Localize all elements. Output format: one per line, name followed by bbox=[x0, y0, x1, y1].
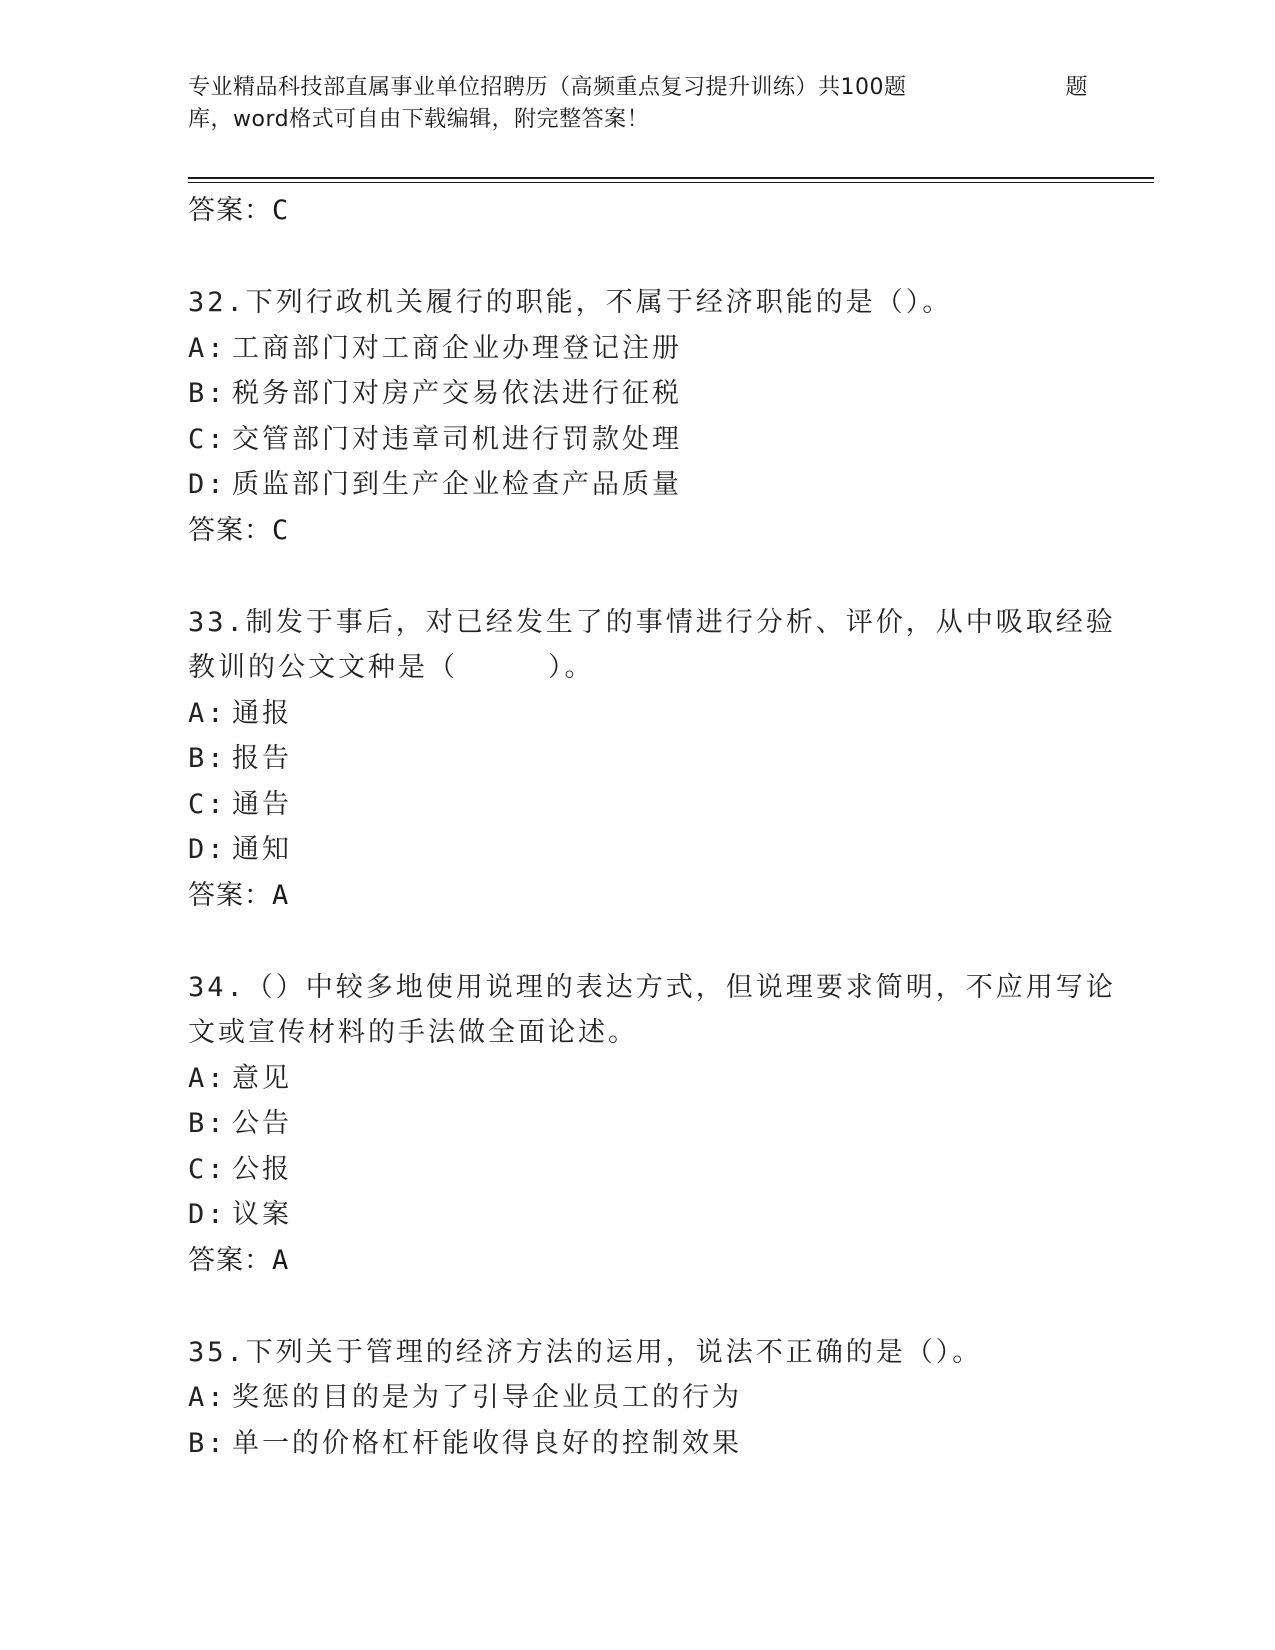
answer-line bbox=[188, 1238, 1088, 1284]
option-text: 通告 bbox=[232, 788, 292, 820]
option-c bbox=[188, 1147, 1088, 1193]
option-label: A: bbox=[188, 332, 227, 364]
header-divider-thin bbox=[188, 182, 1154, 183]
option-text: 报告 bbox=[232, 743, 292, 774]
option-text: 交管部门对违章司机进行罚款处理 bbox=[232, 423, 682, 455]
answer-value: C bbox=[272, 195, 290, 226]
option-label: C: bbox=[188, 1153, 227, 1185]
answer-value: A bbox=[272, 879, 290, 911]
option-text: 议案 bbox=[232, 1199, 292, 1230]
option-b bbox=[188, 736, 1088, 782]
answer-label: 答案： bbox=[188, 514, 272, 546]
option-text: 工商部门对工商企业办理登记注册 bbox=[232, 332, 682, 364]
question-text-cont: 文或宣传材料的手法做全面论述。 bbox=[188, 1017, 638, 1048]
option-text: 单一的价格杠杆能收得良好的控制效果 bbox=[232, 1427, 742, 1459]
option-label: C: bbox=[188, 423, 227, 455]
option-d bbox=[188, 827, 1088, 873]
option-label: B: bbox=[188, 1427, 227, 1459]
answer-label: 答案： bbox=[188, 879, 272, 911]
question-block bbox=[188, 965, 1116, 1284]
question-block bbox=[188, 600, 1116, 919]
option-text: 意见 bbox=[232, 1062, 292, 1094]
option-text: 税务部门对房产交易依法进行征税 bbox=[232, 378, 682, 409]
option-text: 公告 bbox=[232, 1108, 292, 1139]
option-b bbox=[188, 371, 1088, 417]
answer-label: 答案： bbox=[188, 195, 272, 226]
option-text: 奖惩的目的是为了引导企业员工的行为 bbox=[232, 1382, 742, 1413]
option-d bbox=[188, 462, 1088, 508]
answer-line bbox=[188, 508, 1088, 554]
option-label: D: bbox=[188, 834, 227, 865]
header-title: 专业精品科技部直属事业单位招聘历（高频重点复习提升训练）共100题 bbox=[188, 75, 907, 100]
option-text: 质监部门到生产企业检查产品质量 bbox=[232, 469, 682, 500]
option-text: 公报 bbox=[232, 1153, 292, 1185]
option-b bbox=[188, 1101, 1088, 1147]
answer-line bbox=[188, 188, 1088, 234]
option-text: 通报 bbox=[232, 697, 292, 729]
option-a bbox=[188, 691, 1088, 737]
answer-line bbox=[188, 873, 1088, 919]
answer-value: A bbox=[272, 1244, 290, 1276]
question-block bbox=[188, 280, 1088, 554]
question-block bbox=[188, 1330, 1088, 1467]
question-text: 32.下列行政机关履行的职能，不属于经济职能的是（）。 bbox=[188, 287, 953, 318]
option-label: A: bbox=[188, 1062, 227, 1094]
question-text: 35.下列关于管理的经济方法的运用，说法不正确的是（）。 bbox=[188, 1336, 983, 1368]
header-title-tail: 题 bbox=[1065, 75, 1088, 100]
question-text: 34.（）中较多地使用说理的表达方式，但说理要求简明，不应用写论 bbox=[188, 971, 1116, 1003]
question-text-cont: 教训的公文文种是（ ）。 bbox=[188, 652, 595, 683]
header-divider-thick bbox=[188, 177, 1154, 179]
page-header bbox=[188, 72, 1088, 136]
option-text: 通知 bbox=[232, 834, 292, 865]
question-list bbox=[188, 188, 1116, 1466]
option-d bbox=[188, 1192, 1088, 1238]
option-label: D: bbox=[188, 1199, 227, 1230]
option-label: A: bbox=[188, 697, 227, 729]
option-a bbox=[188, 326, 1088, 372]
option-c bbox=[188, 417, 1088, 463]
option-label: B: bbox=[188, 378, 227, 409]
option-b bbox=[188, 1421, 1088, 1467]
answer-value: C bbox=[272, 514, 290, 546]
option-a bbox=[188, 1056, 1088, 1102]
option-label: C: bbox=[188, 788, 227, 820]
option-a bbox=[188, 1375, 1088, 1421]
option-label: B: bbox=[188, 743, 227, 774]
option-label: D: bbox=[188, 469, 227, 500]
header-line-2: 库，word格式可自由下载编辑，附完整答案！ bbox=[188, 107, 650, 132]
option-label: A: bbox=[188, 1382, 227, 1413]
question-text: 33.制发于事后，对已经发生了的事情进行分析、评价，从中吸取经验 bbox=[188, 606, 1116, 638]
answer-label: 答案： bbox=[188, 1244, 272, 1276]
header-line-1 bbox=[188, 72, 1088, 104]
option-label: B: bbox=[188, 1108, 227, 1139]
option-c bbox=[188, 782, 1088, 828]
